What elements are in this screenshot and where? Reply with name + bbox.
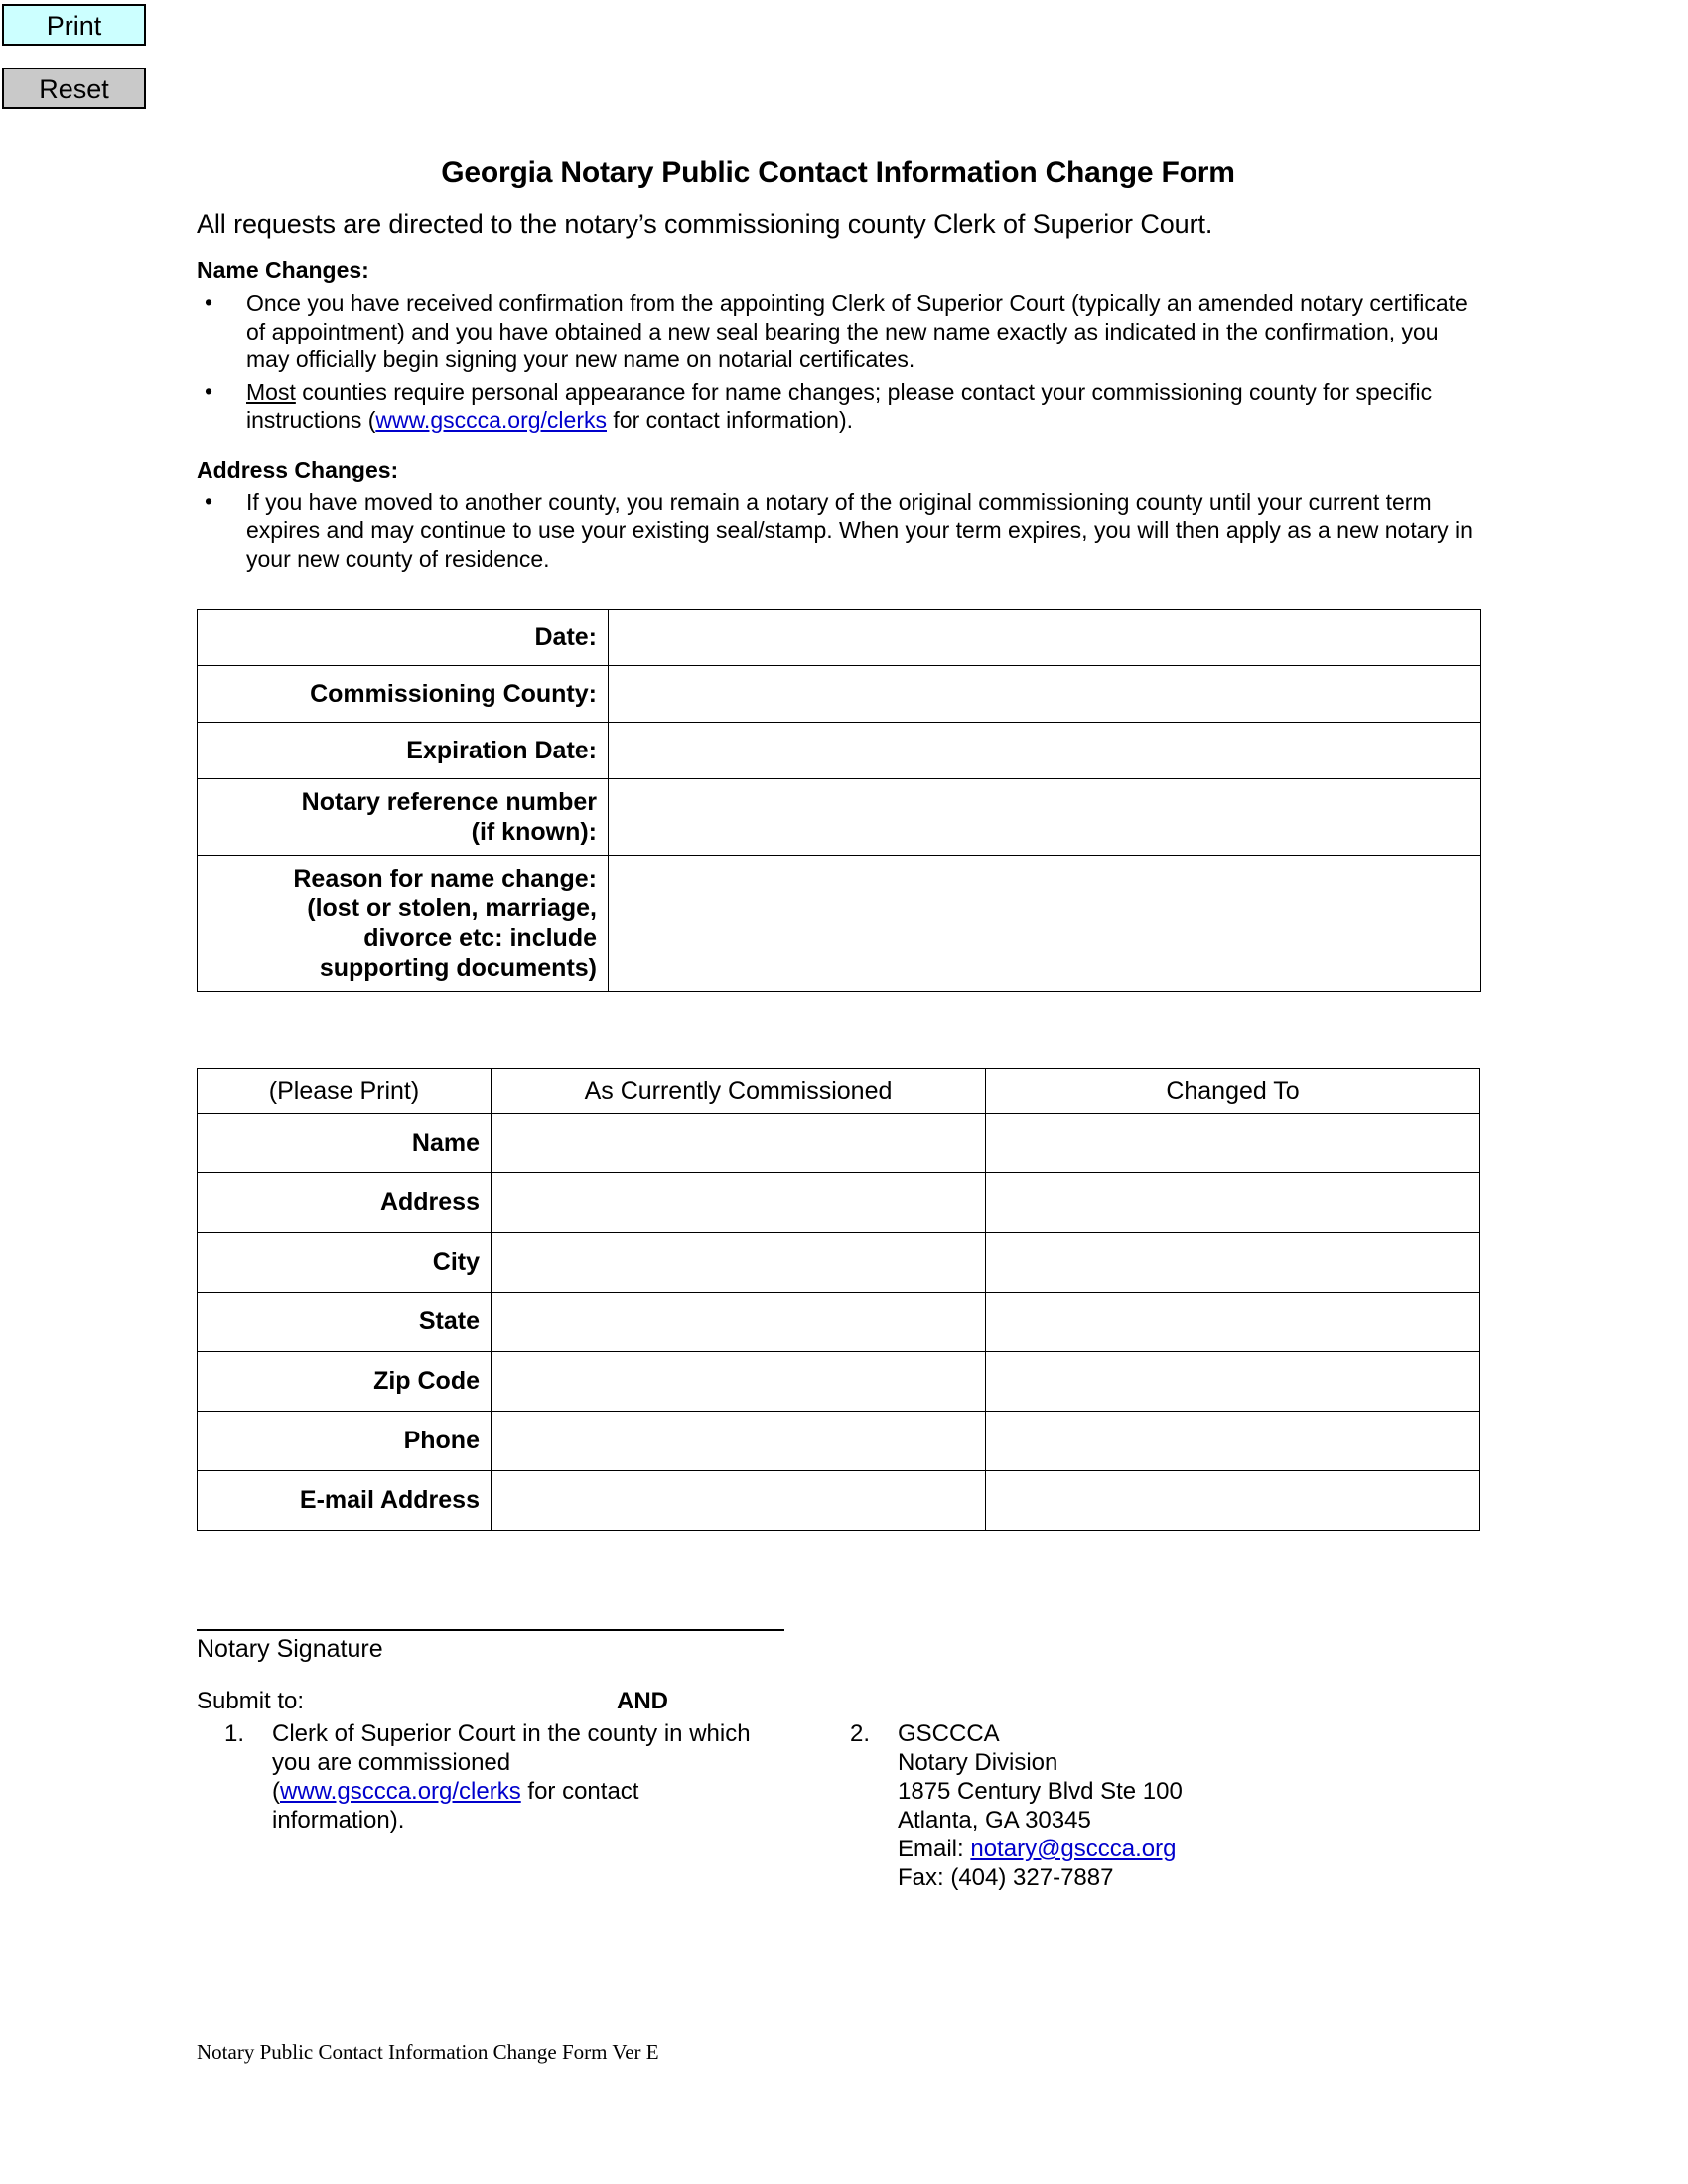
submit-item-2-body xyxy=(898,1719,1183,1892)
table-row xyxy=(198,1114,1480,1173)
city-current-input[interactable] xyxy=(492,1235,985,1291)
row-label-name: Name xyxy=(198,1114,492,1173)
cell-name-current[interactable] xyxy=(492,1114,986,1173)
submit-columns xyxy=(197,1719,1479,1892)
table-row xyxy=(198,1412,1480,1471)
column-header-please-print: (Please Print) xyxy=(198,1069,492,1114)
submit-item-1-line2: which you are commissioned xyxy=(272,1720,751,1776)
gsccca-city-state-zip: Atlanta, GA 30345 xyxy=(898,1807,1091,1834)
list-item-text-after-link: for contact information). xyxy=(607,407,853,433)
label-line: divorce etc: include xyxy=(363,924,597,952)
submit-section xyxy=(197,1688,1479,1892)
table-row xyxy=(198,779,1481,856)
state-changed-input[interactable] xyxy=(986,1295,1479,1350)
list-item xyxy=(197,378,1479,435)
column-header-as-currently-commissioned: As Currently Commissioned xyxy=(492,1069,986,1114)
submit-to-label: Submit to: xyxy=(197,1688,305,1714)
cell-expiration-date[interactable] xyxy=(609,723,1481,779)
email-current-input[interactable] xyxy=(492,1473,985,1529)
gsccca-clerks-link[interactable]: www.gsccca.org/clerks xyxy=(280,1778,521,1805)
label-notary-reference-number xyxy=(198,779,609,856)
signature-caption: Notary Signature xyxy=(197,1635,383,1663)
gsccca-division: Notary Division xyxy=(898,1749,1058,1776)
gsccca-clerks-link[interactable]: www.gsccca.org/clerks xyxy=(375,407,607,433)
row-label-email-address: E-mail Address xyxy=(198,1471,492,1531)
address-current-input[interactable] xyxy=(492,1175,985,1231)
submit-item-1-body xyxy=(272,1719,751,1892)
city-changed-input[interactable] xyxy=(986,1235,1479,1291)
table-row xyxy=(198,1173,1480,1233)
row-label-zip-code: Zip Code xyxy=(198,1352,492,1412)
cell-state-changed[interactable] xyxy=(986,1293,1480,1352)
label-line: Notary reference number xyxy=(301,788,597,816)
address-changed-input[interactable] xyxy=(986,1175,1479,1231)
submit-item-1-line1: Clerk of Superior Court in the county in xyxy=(272,1720,683,1747)
list-item-text: Once you have received confirmation from the appointing Clerk of Superior Court (typically an amended notary certificate of appointment) and you have obtained a new seal bearing the new name exactly as indicated in the confirmation, you may officially begin signing your new name on notarial certificates. xyxy=(246,290,1468,372)
table-header-row xyxy=(198,1069,1480,1114)
bullet-icon: • xyxy=(205,289,213,315)
reason-for-name-change-input[interactable] xyxy=(609,856,1480,991)
expiration-date-input[interactable] xyxy=(609,723,1480,778)
notary-email-link[interactable]: notary@gsccca.org xyxy=(970,1836,1177,1862)
table-row xyxy=(198,1352,1480,1412)
cell-reason-for-name-change[interactable] xyxy=(609,856,1481,992)
name-current-input[interactable] xyxy=(492,1116,985,1171)
cell-zip-code-changed[interactable] xyxy=(986,1352,1480,1412)
cell-state-current[interactable] xyxy=(492,1293,986,1352)
row-label-phone: Phone xyxy=(198,1412,492,1471)
and-label: AND xyxy=(617,1688,668,1714)
label-line: Reason for name change: xyxy=(293,865,597,892)
email-label: Email: xyxy=(898,1836,971,1862)
name-changes-list xyxy=(197,289,1479,435)
submit-item-2-number: 2. xyxy=(850,1720,871,1747)
list-item xyxy=(197,488,1479,574)
name-changes-heading: Name Changes: xyxy=(197,257,369,283)
row-label-state: State xyxy=(198,1293,492,1352)
label-reason-for-name-change xyxy=(198,856,609,992)
list-item-text-before-link: counties require personal appearance for name changes; please contact your commissioning county for specific instructions ( xyxy=(246,378,1433,433)
email-changed-input[interactable] xyxy=(986,1473,1479,1529)
submit-item-1-line3-tail: for contact xyxy=(520,1778,639,1805)
zip-code-current-input[interactable] xyxy=(492,1354,985,1410)
label-line: (if known): xyxy=(471,818,597,846)
cell-address-changed[interactable] xyxy=(986,1173,1480,1233)
cell-email-changed[interactable] xyxy=(986,1471,1480,1531)
gsccca-name: GSCCCA xyxy=(898,1720,1000,1747)
address-changes-list xyxy=(197,488,1479,574)
list-item xyxy=(197,289,1479,374)
cell-email-current[interactable] xyxy=(492,1471,986,1531)
table-row xyxy=(198,1471,1480,1531)
phone-changed-input[interactable] xyxy=(986,1414,1479,1469)
submit-item-1 xyxy=(197,1719,751,1892)
label-date: Date: xyxy=(198,610,609,666)
cell-city-changed[interactable] xyxy=(986,1233,1480,1293)
table-row xyxy=(198,666,1481,723)
cell-notary-reference-number[interactable] xyxy=(609,779,1481,856)
cell-commissioning-county[interactable] xyxy=(609,666,1481,723)
bullet-icon: • xyxy=(205,487,213,514)
table-row xyxy=(198,610,1481,666)
print-button[interactable]: Print xyxy=(2,4,146,46)
emphasis-most: Most xyxy=(246,378,296,405)
label-line: (lost or stolen, marriage, xyxy=(307,894,597,922)
label-commissioning-county: Commissioning County: xyxy=(198,666,609,723)
footer-version-note: Notary Public Contact Information Change Form Ver E xyxy=(197,2040,659,2064)
gsccca-fax: Fax: (404) 327-7887 xyxy=(898,1864,1114,1891)
paren-open: ( xyxy=(272,1778,280,1805)
cell-date[interactable] xyxy=(609,610,1481,666)
column-header-changed-to: Changed To xyxy=(986,1069,1480,1114)
state-current-input[interactable] xyxy=(492,1295,985,1350)
cell-phone-changed[interactable] xyxy=(986,1412,1480,1471)
submit-item-1-line4: information). xyxy=(272,1807,405,1834)
label-line: supporting documents) xyxy=(319,954,597,982)
label-expiration-date: Expiration Date: xyxy=(198,723,609,779)
name-changed-input[interactable] xyxy=(986,1116,1479,1171)
cell-zip-code-current[interactable] xyxy=(492,1352,986,1412)
list-item-text: If you have moved to another county, you remain a notary of the original commissioning county until your current term expires and may continue to use your existing seal/stamp. When your term expires, you will then apply as a new notary in your new county of residence. xyxy=(246,488,1473,572)
row-label-address: Address xyxy=(198,1173,492,1233)
row-label-city: City xyxy=(198,1233,492,1293)
table-row xyxy=(198,1293,1480,1352)
zip-code-changed-input[interactable] xyxy=(986,1354,1479,1410)
contact-change-table xyxy=(197,1068,1480,1531)
phone-current-input[interactable] xyxy=(492,1414,985,1469)
cell-name-changed[interactable] xyxy=(986,1114,1480,1173)
form-page xyxy=(197,0,1479,1892)
cell-address-current[interactable] xyxy=(492,1173,986,1233)
notary-reference-number-input[interactable] xyxy=(609,779,1480,855)
page-title: Georgia Notary Public Contact Information Change Form xyxy=(441,156,1235,189)
page-subtitle: All requests are directed to the notary’s commissioning county Clerk of Superior Court. xyxy=(197,209,1213,239)
date-input[interactable] xyxy=(609,610,1480,665)
gsccca-street: 1875 Century Blvd Ste 100 xyxy=(898,1778,1183,1805)
submit-item-2 xyxy=(751,1719,1183,1892)
cell-phone-current[interactable] xyxy=(492,1412,986,1471)
submit-item-1-number: 1. xyxy=(224,1720,245,1747)
address-changes-heading: Address Changes: xyxy=(197,456,399,482)
notary-info-table xyxy=(197,609,1481,992)
gsccca-email-line xyxy=(898,1835,1183,1863)
reset-button[interactable]: Reset xyxy=(2,68,146,109)
table-row xyxy=(198,723,1481,779)
bullet-icon: • xyxy=(205,377,213,404)
table-row xyxy=(198,856,1481,992)
table-row xyxy=(198,1233,1480,1293)
commissioning-county-input[interactable] xyxy=(609,666,1480,722)
signature-block xyxy=(197,1629,1479,1664)
cell-city-current[interactable] xyxy=(492,1233,986,1293)
